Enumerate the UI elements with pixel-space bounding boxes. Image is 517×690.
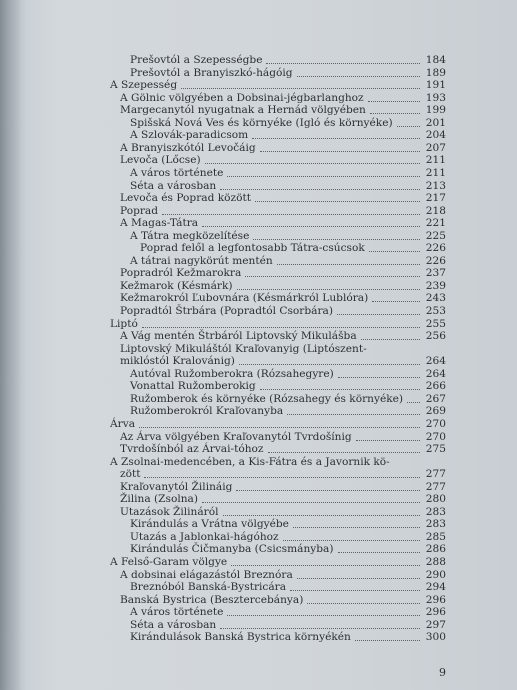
toc-entry — [0, 242, 517, 254]
toc-entry-page: 266 — [425, 380, 446, 393]
dot-leader — [307, 592, 420, 604]
dot-leader — [338, 366, 420, 378]
toc-entry-page: 264 — [425, 367, 446, 380]
toc-entry-title: A Zsolnai-medencében, a Kis-Fátra és a Javornik kö- — [110, 455, 390, 468]
toc-entry — [0, 380, 517, 392]
toc-entry — [0, 318, 517, 330]
toc-entry-page: 191 — [425, 79, 446, 92]
toc-entry-title: Kirándulás a Vrátna völgyébe — [130, 518, 289, 531]
toc-entry-title: Banská Bystrica (Besztercebánya) — [120, 593, 304, 606]
toc-entry-title: A Szlovák-paradicsom — [130, 129, 249, 142]
toc-entry-title: Séta a városban — [130, 618, 217, 631]
toc-entry-title: A tátrai nagykörút mentén — [130, 254, 273, 267]
dot-leader — [338, 541, 420, 553]
toc-entry — [0, 418, 517, 430]
dot-leader — [260, 378, 420, 390]
toc-entry-page: 297 — [425, 618, 446, 631]
dot-leader — [260, 140, 420, 152]
toc-entry-page: 277 — [425, 468, 446, 481]
toc-entry-page: 290 — [425, 568, 446, 581]
toc-entry-page: 296 — [425, 606, 446, 619]
toc-entry-page: 213 — [425, 179, 446, 192]
toc-entry-title: Žilina (Zsolna) — [120, 493, 198, 506]
toc-entry-title: Prešovtól a Branyiszkó-hágóig — [130, 66, 293, 79]
dot-leader — [227, 165, 420, 177]
toc-entry-page: 270 — [425, 430, 446, 443]
dot-leader — [236, 479, 420, 491]
toc-entry-page: 296 — [425, 593, 446, 606]
toc-entry-title: Spišská Nová Ves és környéke (Igló és környéke) — [130, 116, 393, 129]
toc-entry-page: 253 — [425, 305, 446, 317]
toc-entry-page: 255 — [425, 317, 446, 330]
toc-entry-title: Séta a városban — [130, 179, 217, 192]
dot-leader — [268, 441, 420, 453]
toc-entry-title: Prešovtól a Szepességbe — [130, 54, 263, 66]
dot-leader — [205, 152, 420, 164]
dot-leader — [231, 554, 420, 566]
toc-entry-page: 264 — [425, 355, 446, 368]
toc-entry — [0, 129, 517, 141]
toc-entry-page: 300 — [425, 631, 446, 644]
page-number: 9 — [439, 666, 446, 679]
toc-entry-title: Ružomberok és környéke (Rózsahegy és környéke) — [130, 392, 404, 405]
dot-leader — [356, 429, 420, 441]
dot-leader — [237, 278, 420, 290]
toc-entry-page: 280 — [425, 493, 446, 506]
toc-entry — [0, 230, 517, 242]
toc-entry-title: Utazás a Jablonkai-hágóhoz — [130, 530, 279, 543]
toc-entry-title: Liptó — [110, 317, 138, 330]
dot-leader — [361, 328, 420, 340]
toc-entry-page: 237 — [425, 267, 446, 280]
dot-leader — [220, 178, 420, 190]
dot-leader — [220, 617, 420, 629]
toc-entry — [0, 292, 517, 304]
toc-entry-page: 225 — [425, 229, 446, 242]
dot-leader — [202, 215, 420, 227]
dot-leader — [337, 303, 420, 315]
toc-entry-page: 184 — [425, 54, 446, 66]
dot-leader — [266, 52, 420, 64]
toc-entry-title: A dobsinai elágazástól Breznóra — [120, 568, 293, 581]
toc-entry-page: 294 — [425, 581, 446, 594]
toc-entry-page: 285 — [425, 530, 446, 543]
dot-leader — [293, 516, 420, 528]
toc-entry — [0, 280, 517, 292]
toc-entry-page: 226 — [425, 254, 446, 267]
toc-entry-title: Kirándulások Banská Bystrica környékén — [130, 631, 351, 644]
toc-entry-title: Tvrdošínból az Árvai-tóhoz — [120, 443, 264, 456]
toc-entry-title: A Branyiszkótól Levočáig — [120, 141, 256, 154]
toc-entry-page: 286 — [425, 543, 446, 556]
toc-entry — [0, 443, 517, 455]
toc-entry — [0, 104, 517, 116]
toc-entry — [0, 569, 517, 581]
toc-entry-title: A Felső-Garam völgye — [110, 556, 228, 568]
dot-leader — [144, 466, 420, 478]
toc-entry-page: 283 — [425, 505, 446, 518]
toc-entry-page: 221 — [425, 217, 446, 230]
toc-entry-page: 199 — [425, 104, 446, 117]
dot-leader — [162, 203, 420, 215]
dot-leader — [369, 240, 420, 252]
toc-entry-title: A Magas-Tátra — [120, 217, 199, 230]
toc-entry-title: Ružomberokról Kraľovanyba — [130, 405, 284, 418]
dot-leader — [287, 403, 420, 415]
dot-leader — [255, 190, 420, 202]
toc-entry-title: Poprad felől a legfontosabb Tátra-csúcsok — [140, 242, 365, 255]
toc-entry-page: 211 — [425, 154, 446, 167]
dot-leader — [245, 265, 420, 277]
toc-entry — [0, 368, 517, 380]
toc-entry-title: A Vág mentén Štrbáról Liptovský Mikulášba — [120, 330, 357, 343]
toc-entry — [0, 92, 517, 104]
toc-entry-page: 288 — [425, 556, 446, 568]
toc-entry — [0, 619, 517, 631]
toc-entry-page: 204 — [425, 129, 446, 142]
dot-leader — [283, 529, 420, 541]
toc-entry-page: 217 — [425, 192, 446, 205]
toc-entry — [0, 330, 517, 342]
toc-entry — [0, 79, 517, 91]
toc-entry-title: Levoča és Poprad között — [120, 192, 252, 205]
dot-leader — [223, 504, 421, 516]
toc-entry — [0, 581, 517, 593]
toc-entry-title: Utazások Žilináról — [120, 505, 219, 518]
toc-entry-page: 239 — [425, 279, 446, 292]
toc-entry-title: Kežmarokról Ľubovnára (Késmárkról Lublóra) — [120, 292, 369, 305]
dot-leader — [355, 629, 420, 641]
toc-entry-page: 269 — [425, 405, 446, 418]
toc-entry-title: A város története — [130, 166, 224, 179]
toc-entry — [0, 518, 517, 530]
toc-entry-title: A Szepesség — [110, 79, 178, 92]
toc-entry — [0, 556, 517, 568]
toc-entry — [0, 54, 517, 66]
dot-leader — [290, 579, 420, 591]
toc-entry — [0, 355, 517, 367]
toc-entry-title: Popradról Kežmarokra — [120, 267, 242, 280]
toc-entry-page: 207 — [425, 141, 446, 154]
toc-entry-page: 201 — [425, 116, 446, 129]
toc-entry-title: Kraľovanytól Žilináig — [120, 480, 233, 493]
toc-entry-page: 243 — [425, 292, 446, 305]
dot-leader — [139, 416, 420, 428]
dot-leader — [142, 316, 420, 328]
toc-entry-page: 277 — [425, 480, 446, 493]
dot-leader — [202, 491, 420, 503]
toc-entry-title: Poprad — [120, 204, 159, 217]
toc-entry-page: 218 — [425, 204, 446, 217]
dot-leader — [227, 604, 420, 616]
toc-entry-page: 283 — [425, 518, 446, 531]
dot-leader — [253, 228, 420, 240]
dot-leader — [181, 77, 420, 89]
toc-entry-title: Breznóból Banská-Bystricára — [130, 581, 287, 594]
toc-entry-page: 275 — [425, 443, 446, 456]
toc-entry-page: 189 — [425, 66, 446, 79]
toc-entry-title: Liptovský Mikuláštól Kraľovanyig (Liptószent- — [120, 342, 367, 355]
dot-leader — [370, 102, 420, 114]
toc-entry — [0, 393, 517, 405]
dot-leader — [372, 290, 420, 302]
toc-entry-page: 226 — [425, 242, 446, 255]
toc-entry-title: Margecanytól nyugatnak a Hernád völgyében — [120, 104, 366, 117]
dot-leader — [277, 253, 420, 265]
toc-entry-page: 270 — [425, 417, 446, 430]
toc-entry — [0, 531, 517, 543]
toc-entry-title: Autóval Ružomberokra (Rózsahegyre) — [130, 367, 334, 380]
toc-entry-page: 267 — [425, 392, 446, 405]
toc-entry — [0, 431, 517, 443]
toc-entry-title: A Gölnic völgyében a Dobsinai-jégbarlanghoz — [120, 91, 364, 104]
toc-entry — [0, 631, 517, 643]
toc-entry-title: Levoča (Lőcse) — [120, 154, 201, 167]
toc-entry-title: miklóstól Kralovánig) — [120, 355, 235, 368]
toc-entry-page: 256 — [425, 330, 446, 343]
dot-leader — [252, 127, 420, 139]
dot-leader — [297, 65, 420, 77]
toc-entry-page: 211 — [425, 166, 446, 179]
toc-entry-title: Popradtól Štrbára (Popradtól Csorbára) — [120, 305, 333, 317]
toc-entry-title: zött — [120, 468, 141, 481]
toc-entry-title: Vonattal Ružomberokig — [130, 380, 256, 393]
toc-entry-page: 193 — [425, 91, 446, 104]
toc-entry-title: A Tátra megközelítése — [130, 229, 250, 242]
toc-entry-title: Kežmarok (Késmárk) — [120, 279, 233, 292]
dot-leader — [239, 353, 420, 365]
toc-entry-title: Kirándulás Čičmanyba (Csicsmányba) — [130, 543, 334, 556]
toc-entry-title: Az Árva völgyében Kraľovanytól Tvrdošínig — [120, 430, 352, 443]
toc-entry-title: Árva — [110, 417, 136, 430]
dot-leader — [297, 567, 420, 579]
toc-entry — [0, 506, 517, 518]
toc-entry-title: A város története — [130, 606, 224, 619]
dot-leader — [368, 90, 420, 102]
